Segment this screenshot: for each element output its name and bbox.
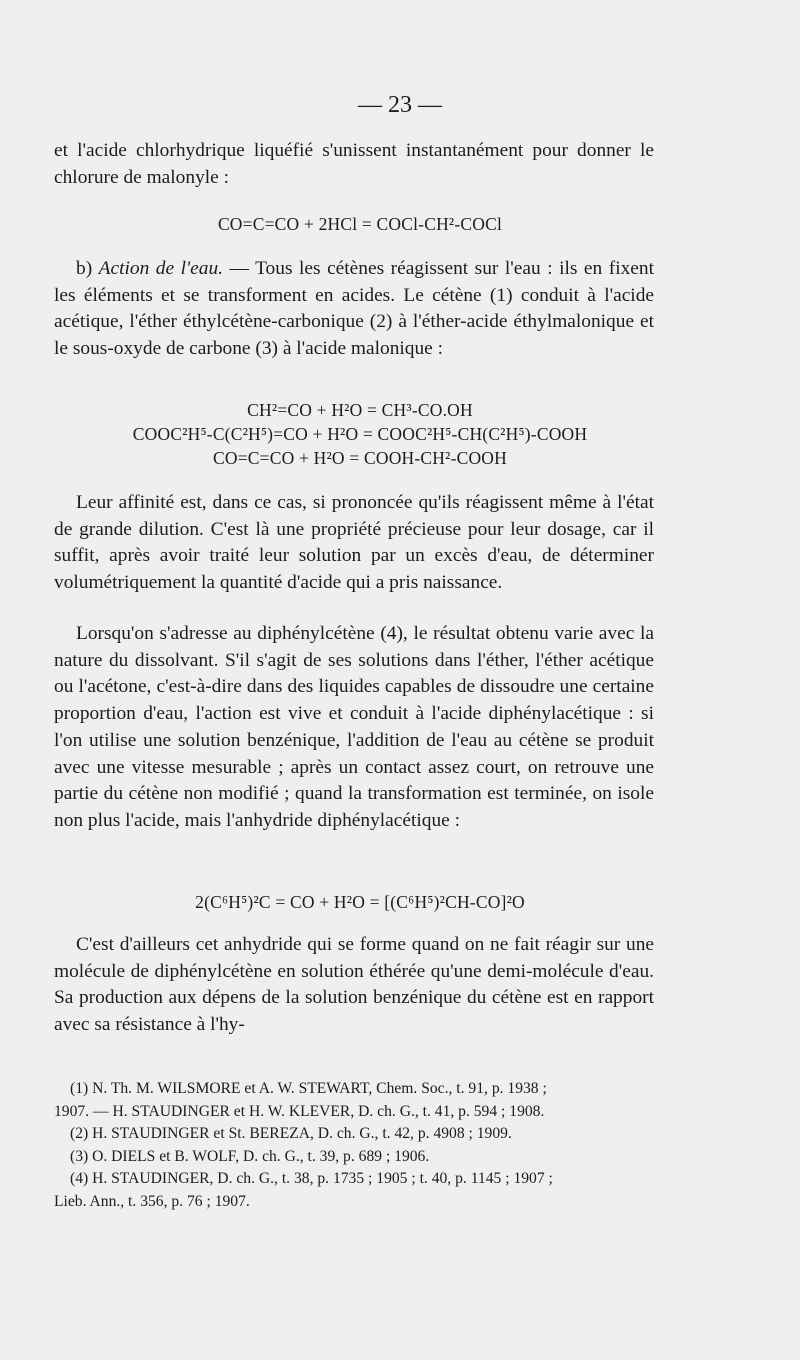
footnote-1-continued: 1907. — H. STAUDINGER et H. W. KLEVER, D. ch. G., t. 41, p. 594 ; 1908. xyxy=(54,1102,545,1120)
paragraph-2-text: — Tous les cétènes réagissent sur l'eau : ils en fixent les éléments et se transforment en acides. Le cétène (1) conduit à l'acide acétique, l'éther éthylcétène-carbonique (2) à l'éther-acide éthylmalonique et le sous-oxyde de carbone (3) à l'acide malonique : xyxy=(54,258,654,360)
footnote-4: (4) H. STAUDINGER, D. ch. G., t. 38, p. 1735 ; 1905 ; t. 40, p. 1145 ; 1907 ; xyxy=(70,1170,553,1187)
formula-line: CO=C=CO + H²O = COOH-CH²-COOH xyxy=(213,448,507,468)
section-heading: Action de l'eau. xyxy=(98,258,223,279)
formula-group-hydration xyxy=(0,398,720,470)
paragraph-4: Lorsqu'on s'adresse au diphénylcétène (4), le résultat obtenu varie avec la nature du dissolvant. S'il s'agit de ses solutions dans l'éther, l'éther acétique ou l'acétone, c'est-à-dire dans des liquides capables de dissoudre une certaine proportion d'eau, l'action est vive et conduit à l'acide diphénylacétique : si l'on utilise une solution benzénique, l'addition de l'eau au cétène se produit avec une vitesse mesurable ; après un contact assez court, on retrouve une partie du cétène non modifié ; quand la transformation est terminée, on isole non plus l'acide, mais l'anhydride diphénylacétique : xyxy=(54,623,654,831)
footnote-4-continued: Lieb. Ann., t. 356, p. 76 ; 1907. xyxy=(54,1192,250,1210)
formula-malonyl-chloride: CO=C=CO + 2HCl = COCl-CH²-COCl xyxy=(217,214,503,234)
formula-line: CH²=CO + H²O = CH³-CO.OH xyxy=(247,400,473,420)
footnote-1: (1) N. Th. M. WILSMORE et A. W. STEWART, Chem. Soc., t. 91, p. 1938 ; xyxy=(70,1080,547,1097)
footnote-3: (3) O. DIELS et B. WOLF, D. ch. G., t. 39, p. 689 ; 1906. xyxy=(70,1147,430,1165)
paragraph-2 xyxy=(54,256,654,363)
paragraph-5: C'est d'ailleurs cet anhydride qui se forme quand on ne fait réagir sur une molécule de diphénylcétène en solution éthérée qu'une demi-molécule d'eau. Sa production aux dépens de la solution benzénique du cétène est en rapport avec sa résistance à l'hy- xyxy=(54,934,654,1036)
footnotes xyxy=(54,1078,654,1213)
formula-line: COOC²H⁵-C(C²H⁵)=CO + H²O = COOC²H⁵-CH(C²H⁵)-COOH xyxy=(132,424,588,444)
formula-diphenylketene-anhydride: 2(C⁶H⁵)²C = CO + H²O = [(C⁶H⁵)²CH-CO]²O xyxy=(195,892,525,912)
section-label: b) xyxy=(76,258,99,279)
paragraph-1: et l'acide chlorhydrique liquéfié s'unissent instantanément pour donner le chlorure de malonyle : xyxy=(54,140,654,188)
paragraph-3: Leur affinité est, dans ce cas, si prononcée qu'ils réagissent même à l'état de grande dilution. C'est là une propriété précieuse pour leur dosage, car il suffit, après avoir traité leur solution par un excès d'eau, de déterminer volumétriquement la quantité d'acide qui a pris naissance. xyxy=(54,492,654,594)
page-number: — 23 — xyxy=(358,92,442,118)
footnote-2: (2) H. STAUDINGER et St. BEREZA, D. ch. G., t. 42, p. 4908 ; 1909. xyxy=(70,1125,512,1142)
